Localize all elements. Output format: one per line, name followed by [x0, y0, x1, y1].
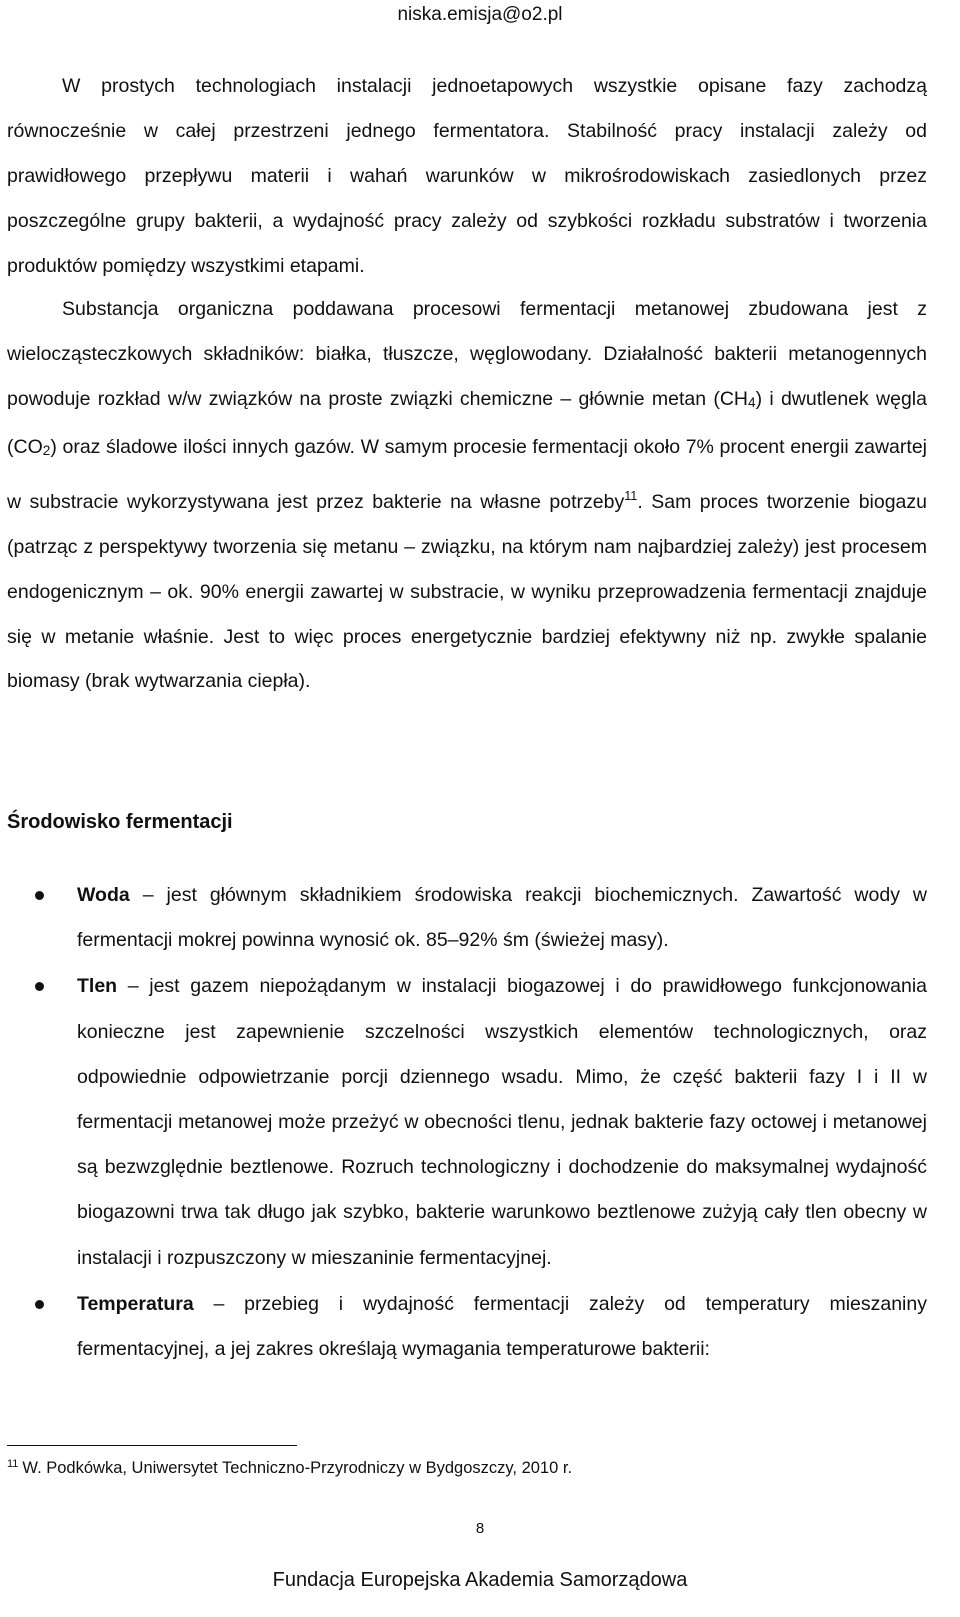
paragraph-1: W prostych technologiach instalacji jednoetapowych wszystkie opisane fazy zachodzą równocześnie w całej przestrzeni jednego fermentatora. Stabilność pracy instalacji zależy od prawidłowego przepływu materii i wahań warunków w mikrośrodowiskach zasiedlonych przez poszczególne grupy bakterii, a wydajność pracy zależy od szybkości rozkładu substratów i tworzenia produktów pomiędzy wszystkimi etapami.	[7, 75, 927, 277]
section-heading: Środowisko fermentacji	[7, 811, 233, 833]
footnote-number: 11	[7, 1458, 19, 1470]
paragraph-2-text-4: . Sam proces tworzenie biogazu (patrząc z perspektywy tworzenia się metanu – związku, na którym nam najbardziej zależy) jest procesem endogenicznym – ok. 90% energii zawartej w substracie, w wyniku przeprowadzenia fermentacji znajduje się w metanie właśnie. Jest to więc proces energetycznie bardziej efektywny niż np. zwykłe spalanie biomasy (brak wytwarzania ciepła).	[7, 491, 927, 693]
list-item	[0, 964, 927, 1280]
bullet-text: – jest głównym składnikiem środowiska reakcji biochemicznych. Zawartość wody w fermentacji mokrej powinna wynosić ok. 85–92% śm (świeżej masy).	[77, 884, 927, 952]
bullet-term: Tlen	[77, 975, 118, 998]
page-number: 8	[475, 1520, 485, 1537]
header-email: niska.emisja@o2.pl	[397, 4, 563, 25]
bullet-icon	[35, 1300, 44, 1309]
bullet-icon	[35, 891, 44, 900]
paragraph-2	[7, 287, 927, 704]
subscript-ch4: 4	[748, 394, 756, 410]
bullet-term: Woda	[77, 884, 130, 906]
bullet-term: Temperatura	[77, 1292, 194, 1315]
bullet-icon	[35, 982, 44, 991]
footer-organization: Fundacja Europejska Akademia Samorządowa	[272, 1569, 688, 1591]
footnote-text: W. Podkówka, Uniwersytet Techniczno-Przyrodniczy w Bydgoszczy, 2010 r.	[22, 1459, 573, 1477]
footnote-reference[interactable]: 11	[624, 489, 638, 504]
paragraph-2-text-1: Substancja organiczna poddawana procesowi fermentacji metanowej zbudowana jest z wielocząsteczkowych składników: białka, tłuszcze, węglowodany. Działalność bakterii metanogennych powoduje rozkład w/w związków na proste związki chemiczne – głównie metan (CH	[7, 298, 927, 410]
bullet-text: – przebieg i wydajność fermentacji zależy od temperatury mieszaniny fermentacyjnej, a jej zakres określają wymagania temperaturowe bakterii:	[77, 1292, 927, 1361]
bullet-list	[0, 873, 927, 1373]
footnote-divider	[7, 1445, 297, 1446]
list-item	[0, 873, 927, 963]
bullet-text: – jest gazem niepożądanym w instalacji biogazowej i do prawidłowego funkcjonowania konieczne jest zapewnienie szczelności wszystkich elementów technologicznych, oraz odpowiednie odpowietrzanie porcji dziennego wsadu. Mimo, że część bakterii fazy I i II w fermentacji metanowej może przeżyć w obecności tlenu, jednak bakterie fazy octowej i metanowej są bezwzględnie beztlenowe. Rozruch technologiczny i dochodzenie do maksymalnej wydajność biogazowni trwa tak długo jak szybko, bakterie warunkowo beztlenowe zużyją cały tlen obecny w instalacji i rozpuszczony w mieszaninie fermentacyjnej.	[77, 975, 927, 1269]
paragraph-2-text-2: ) i dwutlenek węgla (CO	[7, 387, 927, 459]
footnote	[7, 1459, 572, 1478]
paragraph-2-text-3: ) oraz śladowe ilości innych gazów. W samym procesie fermentacji około 7% procent energii zawartej w substracie wykorzystywana jest przez bakterie na własne potrzeby	[7, 436, 927, 514]
subscript-co2: 2	[42, 443, 51, 459]
list-item	[0, 1282, 927, 1372]
